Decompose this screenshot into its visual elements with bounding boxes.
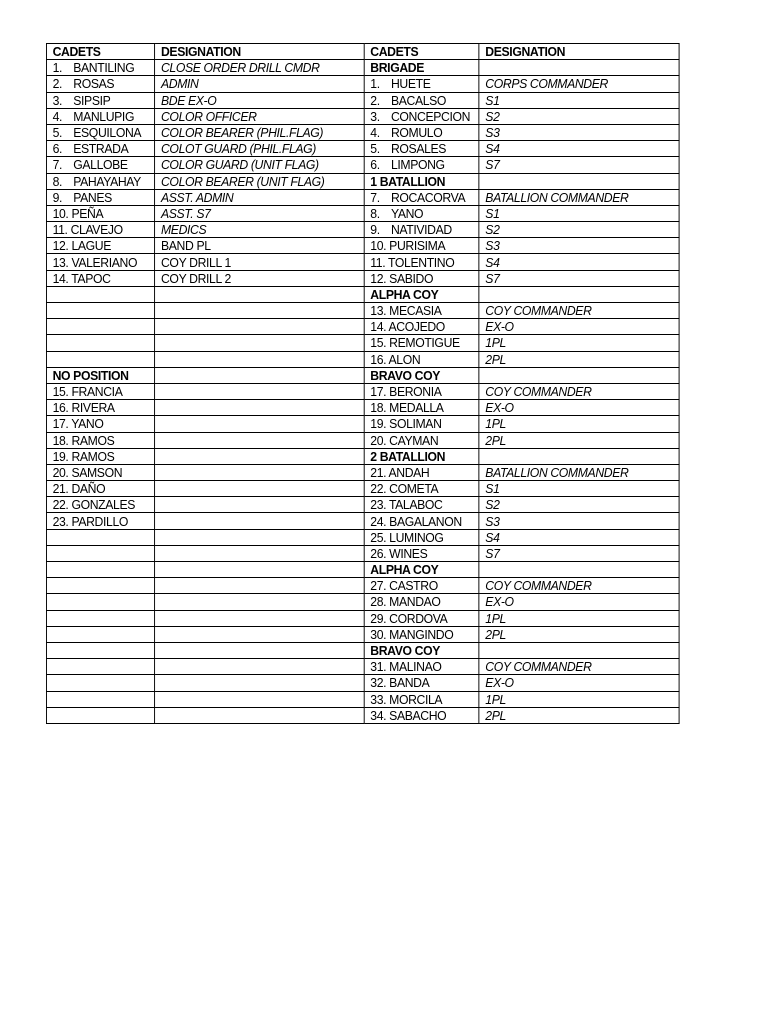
cadet-cell (46, 691, 154, 707)
cadet-name: NATIVIDAD (390, 222, 452, 238)
cadet-cell-2: ALPHA COY (364, 562, 479, 578)
row-number: 7. (370, 189, 380, 205)
designation-cell (155, 545, 364, 561)
table-row (46, 60, 679, 76)
row-number: 4. (52, 108, 63, 124)
cadet-name: PEÑA (71, 205, 104, 221)
cadet-cell-2 (364, 92, 479, 108)
designation-cell: COLOR BEARER (PHIL.FLAG) (155, 124, 364, 140)
designation-cell-2: S7 (479, 270, 679, 286)
header-designation: DESIGNATION (155, 44, 364, 60)
cadet-cell-2: 31. MALINAO (364, 659, 479, 675)
cadet-cell (46, 545, 154, 561)
cadet-cell (46, 222, 154, 238)
designation-cell-2: 2PL (479, 626, 679, 642)
designation-cell-2: EX-O (479, 319, 679, 335)
row-number: 12. (52, 238, 69, 254)
cadet-cell-2: 22. COMETA (364, 481, 479, 497)
cadet-cell-2 (364, 270, 479, 286)
cadet-cell (46, 578, 154, 594)
cadet-cell (46, 76, 154, 92)
table-row (46, 92, 679, 108)
table-row (46, 448, 679, 464)
table-row (46, 254, 679, 270)
designation-cell-2: S2 (479, 108, 679, 124)
table-row (46, 173, 679, 189)
table-row (46, 286, 679, 302)
cadet-name: TOLENTINO (388, 254, 455, 270)
designation-cell (155, 594, 364, 610)
designation-cell-2 (479, 367, 679, 383)
designation-cell-2: COY COMMANDER (479, 303, 679, 319)
designation-cell: ASST. ADMIN (155, 189, 364, 205)
table-row (46, 400, 679, 416)
designation-cell: BDE EX-O (155, 92, 364, 108)
designation-cell-2: 2PL (479, 432, 679, 448)
cadet-cell (46, 351, 154, 367)
cadet-cell (46, 626, 154, 642)
designation-cell: CLOSE ORDER DRILL CMDR (155, 60, 364, 76)
row-number: 14. (52, 270, 69, 286)
designation-cell (155, 351, 364, 367)
table-row (46, 529, 679, 545)
table-row (46, 545, 679, 561)
cadet-cell (46, 141, 154, 157)
cadet-cell-2: 27. CASTRO (364, 578, 479, 594)
table-row (46, 157, 679, 173)
cadet-cell (46, 157, 154, 173)
cadet-cell: 15. FRANCIA (46, 383, 154, 399)
cadet-name: MECASIA (389, 303, 442, 319)
designation-cell-2: COY COMMANDER (479, 383, 679, 399)
designation-cell-2: S1 (479, 205, 679, 221)
cadet-cell: 19. RAMOS (46, 448, 154, 464)
designation-cell-2 (479, 173, 679, 189)
cadet-name: SIPSIP (73, 92, 111, 108)
table-row (46, 205, 679, 221)
cadet-name: LAGUE (71, 238, 112, 254)
cadet-cell-2: 1 BATALLION (364, 173, 479, 189)
row-number: 10. (52, 205, 69, 221)
cadet-name: PURISIMA (389, 238, 446, 254)
row-number: 13. (52, 254, 69, 270)
table-row (46, 416, 679, 432)
cadet-cell (46, 529, 154, 545)
cadet-name: GALLOBE (73, 157, 128, 173)
designation-cell-2: EX-O (479, 675, 679, 691)
designation-cell-2: S7 (479, 545, 679, 561)
cadet-cell (46, 594, 154, 610)
cadet-cell-2 (364, 303, 479, 319)
designation-cell (155, 562, 364, 578)
row-number: 7. (52, 157, 63, 173)
row-number: 1. (370, 76, 380, 92)
designation-cell-2: S1 (479, 92, 679, 108)
cadet-cell-2: 30. MANGINDO (364, 626, 479, 642)
row-number: 11. (370, 254, 386, 270)
table-row (46, 594, 679, 610)
designation-cell: MEDICS (155, 222, 364, 238)
table-row (46, 578, 679, 594)
cadet-cell-2 (364, 254, 479, 270)
row-number: 9. (370, 222, 380, 238)
designation-cell (155, 383, 364, 399)
cadet-cell-2: 29. CORDOVA (364, 610, 479, 626)
cadet-cell (46, 92, 154, 108)
cadet-name: ESQUILONA (73, 125, 142, 141)
cadet-cell (46, 286, 154, 302)
designation-cell (155, 481, 364, 497)
designation-cell (155, 707, 364, 723)
designation-cell (155, 578, 364, 594)
cadet-cell: 16. RIVERA (46, 400, 154, 416)
cadet-name: HUETE (390, 76, 431, 92)
table-row (46, 367, 679, 383)
table-row (46, 124, 679, 140)
table-row (46, 675, 679, 691)
cadet-name: PAHAYAHAY (73, 173, 141, 189)
cadet-cell-2: 21. ANDAH (364, 464, 479, 480)
cadet-cell-2: 2 BATALLION (364, 448, 479, 464)
designation-cell: COLOR OFFICER (155, 108, 364, 124)
designation-cell (155, 335, 364, 351)
cadet-cell (46, 124, 154, 140)
cadet-cell (46, 108, 154, 124)
designation-cell-2 (479, 448, 679, 464)
row-number: 1. (52, 60, 63, 76)
cadet-cell-2: 19. SOLIMAN (364, 416, 479, 432)
table-row (46, 141, 679, 157)
cadet-name: ESTRADA (73, 141, 129, 157)
designation-cell-2: 1PL (479, 610, 679, 626)
cadet-name: VALERIANO (71, 254, 138, 270)
cadet-cell-2: 23. TALABOC (364, 497, 479, 513)
row-number: 2. (52, 76, 63, 92)
cadet-cell-2: 20. CAYMAN (364, 432, 479, 448)
cadet-cell (46, 238, 154, 254)
cadet-name: PANES (73, 189, 112, 205)
row-number: 5. (52, 125, 63, 141)
cadet-cell-2: 18. MEDALLA (364, 400, 479, 416)
designation-cell: COY DRILL 1 (155, 254, 364, 270)
designation-cell-2 (479, 642, 679, 658)
cadet-cell (46, 60, 154, 76)
cadet-cell-2: 32. BANDA (364, 675, 479, 691)
row-number: 6. (370, 157, 380, 173)
row-number: 2. (370, 92, 380, 108)
designation-cell (155, 319, 364, 335)
cadet-cell-2: 33. MORCILA (364, 691, 479, 707)
row-number: 13. (370, 303, 387, 319)
row-number: 3. (370, 108, 380, 124)
designation-cell (155, 659, 364, 675)
cadet-cell-2 (364, 319, 479, 335)
table-row (46, 383, 679, 399)
row-number: 14. (370, 319, 387, 335)
designation-cell (155, 513, 364, 529)
table-row (46, 626, 679, 642)
cadet-cell: 18. RAMOS (46, 432, 154, 448)
table-row (46, 481, 679, 497)
cadet-cell-2: BRIGADE (364, 60, 479, 76)
designation-cell (155, 448, 364, 464)
cadet-cell (46, 707, 154, 723)
designation-cell-2 (479, 562, 679, 578)
row-number: 4. (370, 125, 380, 141)
row-number: 16. (370, 351, 387, 367)
designation-cell-2 (479, 286, 679, 302)
designation-cell (155, 432, 364, 448)
row-number: 6. (52, 141, 63, 157)
table-row (46, 303, 679, 319)
designation-cell (155, 642, 364, 658)
designation-cell (155, 286, 364, 302)
cadet-name: CLAVEJO (70, 222, 123, 238)
designation-cell (155, 610, 364, 626)
designation-cell-2: 2PL (479, 351, 679, 367)
designation-cell-2: 2PL (479, 707, 679, 723)
cadet-cell (46, 205, 154, 221)
cadet-cell-2: 34. SABACHO (364, 707, 479, 723)
row-number: 10. (370, 238, 387, 254)
designation-cell (155, 529, 364, 545)
designation-cell (155, 367, 364, 383)
cadet-cell-2 (364, 157, 479, 173)
cadet-cell-2: 25. LUMINOG (364, 529, 479, 545)
designation-cell (155, 497, 364, 513)
table-row (46, 642, 679, 658)
table-row (46, 189, 679, 205)
cadet-name: ROSALES (390, 141, 447, 157)
cadet-cell (46, 642, 154, 658)
table-row (46, 319, 679, 335)
cadet-name: YANO (390, 205, 424, 221)
header-cadets-2: CADETS (364, 44, 479, 60)
designation-cell-2: 1PL (479, 335, 679, 351)
cadet-name: ALON (388, 351, 421, 367)
cadet-cell-2 (364, 108, 479, 124)
cadet-name: REMOTIGUE (389, 335, 460, 351)
cadet-name: SABIDO (389, 270, 434, 286)
cadet-name: ACOJEDO (388, 319, 445, 335)
table-row (46, 270, 679, 286)
table-row (46, 76, 679, 92)
designation-cell-2: S3 (479, 238, 679, 254)
designation-cell-2: S2 (479, 497, 679, 513)
table-row (46, 108, 679, 124)
header-row (46, 44, 679, 60)
table-row (46, 513, 679, 529)
designation-cell: BAND PL (155, 238, 364, 254)
designation-cell-2 (479, 60, 679, 76)
cadet-cell-2 (364, 335, 479, 351)
cadet-cell-2: 26. WINES (364, 545, 479, 561)
cadet-cell-2 (364, 76, 479, 92)
row-number: 8. (370, 205, 380, 221)
cadet-cell-2: ALPHA COY (364, 286, 479, 302)
cadet-cell (46, 319, 154, 335)
designation-cell-2: BATALLION COMMANDER (479, 189, 679, 205)
row-number: 5. (370, 141, 380, 157)
table-row (46, 610, 679, 626)
designation-cell-2: S3 (479, 124, 679, 140)
designation-cell-2: S4 (479, 141, 679, 157)
row-number: 9. (52, 189, 63, 205)
cadet-cell-2 (364, 189, 479, 205)
cadet-cell (46, 335, 154, 351)
cadet-name: BANTILING (73, 60, 135, 76)
header-designation-2: DESIGNATION (479, 44, 679, 60)
cadet-cell (46, 173, 154, 189)
cadet-cell (46, 659, 154, 675)
cadet-name: CONCEPCION (390, 108, 471, 124)
designation-cell-2: CORPS COMMANDER (479, 76, 679, 92)
designation-cell-2: BATALLION COMMANDER (479, 464, 679, 480)
table-row (46, 238, 679, 254)
designation-cell-2: 1PL (479, 416, 679, 432)
designation-cell: COLOR GUARD (UNIT FLAG) (155, 157, 364, 173)
designation-cell: COY DRILL 2 (155, 270, 364, 286)
table-row (46, 707, 679, 723)
designation-cell: COLOR BEARER (UNIT FLAG) (155, 173, 364, 189)
cadet-cell: 17. YANO (46, 416, 154, 432)
designation-cell-2: COY COMMANDER (479, 578, 679, 594)
cadet-cell-2 (364, 205, 479, 221)
cadet-name: MANLUPIG (73, 108, 135, 124)
designation-cell-2: EX-O (479, 400, 679, 416)
table-row (46, 222, 679, 238)
table-row (46, 659, 679, 675)
header-cadets: CADETS (46, 44, 154, 60)
table-row (46, 691, 679, 707)
cadet-cell: 21. DAÑO (46, 481, 154, 497)
designation-cell-2: 1PL (479, 691, 679, 707)
designation-cell (155, 464, 364, 480)
designation-cell-2: S1 (479, 481, 679, 497)
row-number: 8. (52, 173, 63, 189)
cadet-name: ROSAS (73, 76, 115, 92)
cadet-cell: 20. SAMSON (46, 464, 154, 480)
designation-cell (155, 675, 364, 691)
cadet-name: LIMPONG (390, 157, 445, 173)
row-number: 15. (370, 335, 387, 351)
table-row (46, 497, 679, 513)
designation-cell-2: S4 (479, 254, 679, 270)
cadet-cell (46, 562, 154, 578)
cadet-cell-2 (364, 351, 479, 367)
cadet-cell: 22. GONZALES (46, 497, 154, 513)
cadet-cell-2 (364, 124, 479, 140)
designation-cell-2: S7 (479, 157, 679, 173)
designation-cell (155, 626, 364, 642)
row-number: 3. (52, 92, 63, 108)
table-row (46, 464, 679, 480)
cadet-cell-2: 17. BERONIA (364, 383, 479, 399)
designation-cell-2: S2 (479, 222, 679, 238)
cadet-cell (46, 610, 154, 626)
cadet-cell-2: 24. BAGALANON (364, 513, 479, 529)
designation-cell-2: COY COMMANDER (479, 659, 679, 675)
designation-cell (155, 691, 364, 707)
cadet-cell (46, 675, 154, 691)
cadet-cell (46, 303, 154, 319)
cadet-cell (46, 270, 154, 286)
designation-cell-2: S3 (479, 513, 679, 529)
table-row (46, 432, 679, 448)
cadet-cell-2 (364, 222, 479, 238)
cadet-cell (46, 254, 154, 270)
row-number: 11. (52, 222, 68, 238)
designation-cell (155, 416, 364, 432)
table-row (46, 351, 679, 367)
cadet-name: TAPOC (71, 270, 111, 286)
designation-cell: ADMIN (155, 76, 364, 92)
table-row (46, 562, 679, 578)
cadet-cell: NO POSITION (46, 367, 154, 383)
cadet-designation-table (46, 43, 680, 724)
row-number: 12. (370, 270, 387, 286)
cadet-name: ROMULO (390, 125, 443, 141)
designation-cell (155, 400, 364, 416)
table-row (46, 335, 679, 351)
designation-cell (155, 303, 364, 319)
cadet-cell-2 (364, 141, 479, 157)
designation-cell: COLOT GUARD (PHIL.FLAG) (155, 141, 364, 157)
cadet-cell (46, 189, 154, 205)
designation-cell-2: S4 (479, 529, 679, 545)
cadet-name: BACALSO (390, 92, 447, 108)
cadet-cell-2: BRAVO COY (364, 642, 479, 658)
cadet-cell-2 (364, 238, 479, 254)
designation-cell-2: EX-O (479, 594, 679, 610)
cadet-cell: 23. PARDILLO (46, 513, 154, 529)
cadet-cell-2: BRAVO COY (364, 367, 479, 383)
designation-cell: ASST. S7 (155, 205, 364, 221)
cadet-cell-2: 28. MANDAO (364, 594, 479, 610)
cadet-name: ROCACORVA (390, 189, 466, 205)
